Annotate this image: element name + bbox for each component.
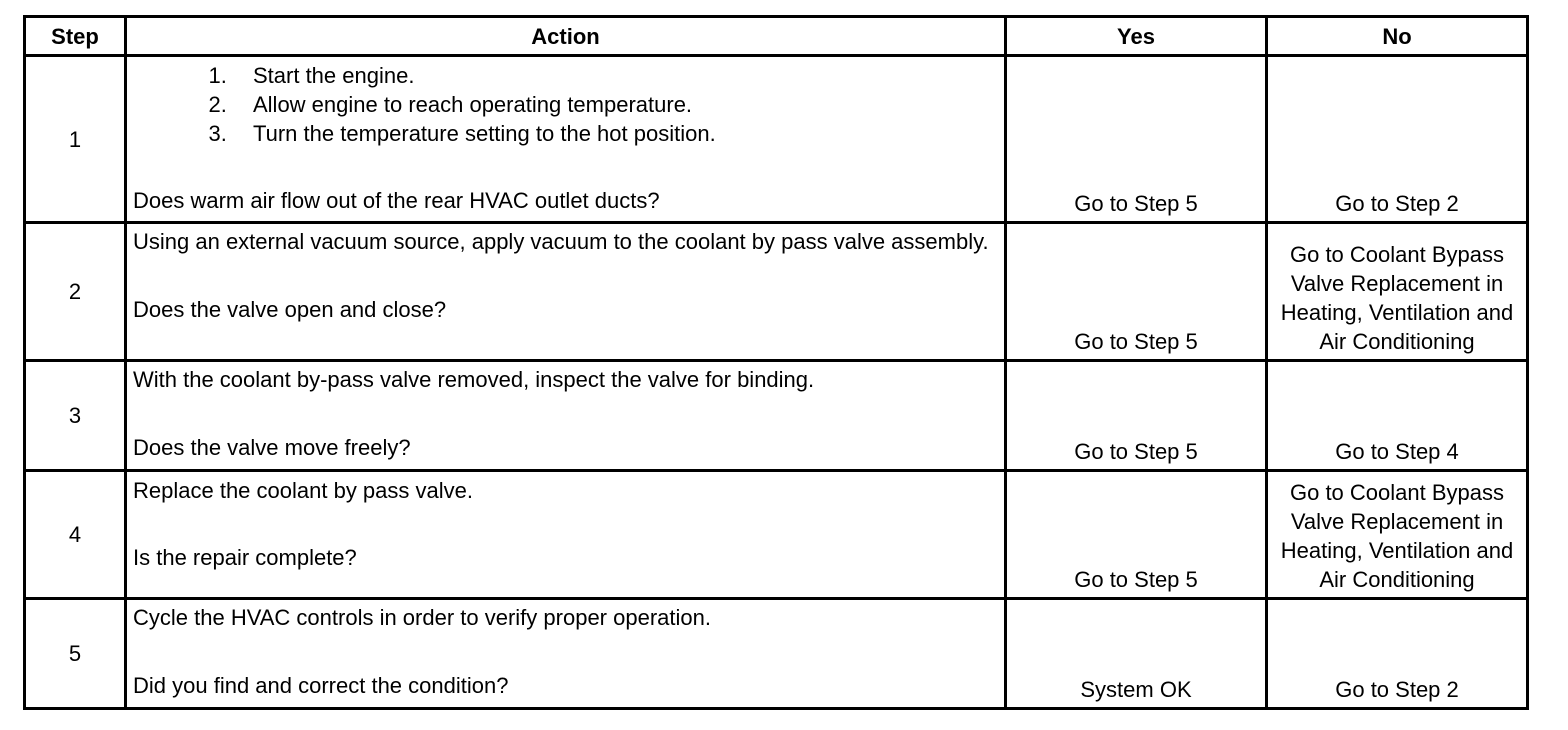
- header-action: Action: [126, 17, 1006, 56]
- header-no: No: [1267, 17, 1528, 56]
- yes-cell: Go to Step 5: [1006, 361, 1267, 471]
- list-item: 1. Start the engine.: [233, 61, 998, 90]
- step-number: 3: [25, 361, 126, 471]
- header-yes: Yes: [1006, 17, 1267, 56]
- no-cell: Go to Coolant Bypass Valve Replacement in Heating, Ventilation and Air Conditioning: [1267, 223, 1528, 361]
- no-cell: Go to Step 2: [1267, 56, 1528, 223]
- header-row: [25, 17, 1528, 56]
- action-text: With the coolant by-pass valve removed, inspect the valve for binding.: [133, 367, 815, 392]
- action-cell: [126, 223, 1006, 361]
- no-cell: Go to Step 2: [1267, 599, 1528, 709]
- list-item: 2. Allow engine to reach operating temperature.: [233, 90, 998, 119]
- yes-cell: Go to Step 5: [1006, 223, 1267, 361]
- no-cell: Go to Step 4: [1267, 361, 1528, 471]
- yes-cell: Go to Step 5: [1006, 471, 1267, 599]
- diagnostic-table: [23, 15, 1529, 710]
- action-cell: [126, 599, 1006, 709]
- yes-cell: Go to Step 5: [1006, 56, 1267, 223]
- action-cell: [126, 471, 1006, 599]
- no-cell: Go to Coolant Bypass Valve Replacement in Heating, Ventilation and Air Conditioning: [1267, 471, 1528, 599]
- action-question: Did you find and correct the condition?: [133, 673, 509, 698]
- action-question: Does warm air flow out of the rear HVAC outlet ducts?: [133, 188, 660, 213]
- step-number: 2: [25, 223, 126, 361]
- table-row: [25, 361, 1528, 471]
- action-question: Does the valve move freely?: [133, 435, 411, 460]
- action-cell: [126, 361, 1006, 471]
- table-row: [25, 56, 1528, 223]
- yes-cell: System OK: [1006, 599, 1267, 709]
- action-text: Using an external vacuum source, apply vacuum to the coolant by pass valve assembly.: [133, 229, 989, 254]
- action-cell: [126, 56, 1006, 223]
- step-number: 5: [25, 599, 126, 709]
- action-steps-list: [133, 61, 998, 148]
- table-row: [25, 223, 1528, 361]
- action-question: Is the repair complete?: [133, 545, 357, 570]
- action-question: Does the valve open and close?: [133, 297, 447, 322]
- action-text: Replace the coolant by pass valve.: [133, 478, 473, 503]
- list-item: 3. Turn the temperature setting to the hot position.: [233, 119, 998, 148]
- step-number: 1: [25, 56, 126, 223]
- table-row: [25, 599, 1528, 709]
- table-row: [25, 471, 1528, 599]
- action-text: Cycle the HVAC controls in order to verify proper operation.: [133, 605, 711, 630]
- header-step: Step: [25, 17, 126, 56]
- step-number: 4: [25, 471, 126, 599]
